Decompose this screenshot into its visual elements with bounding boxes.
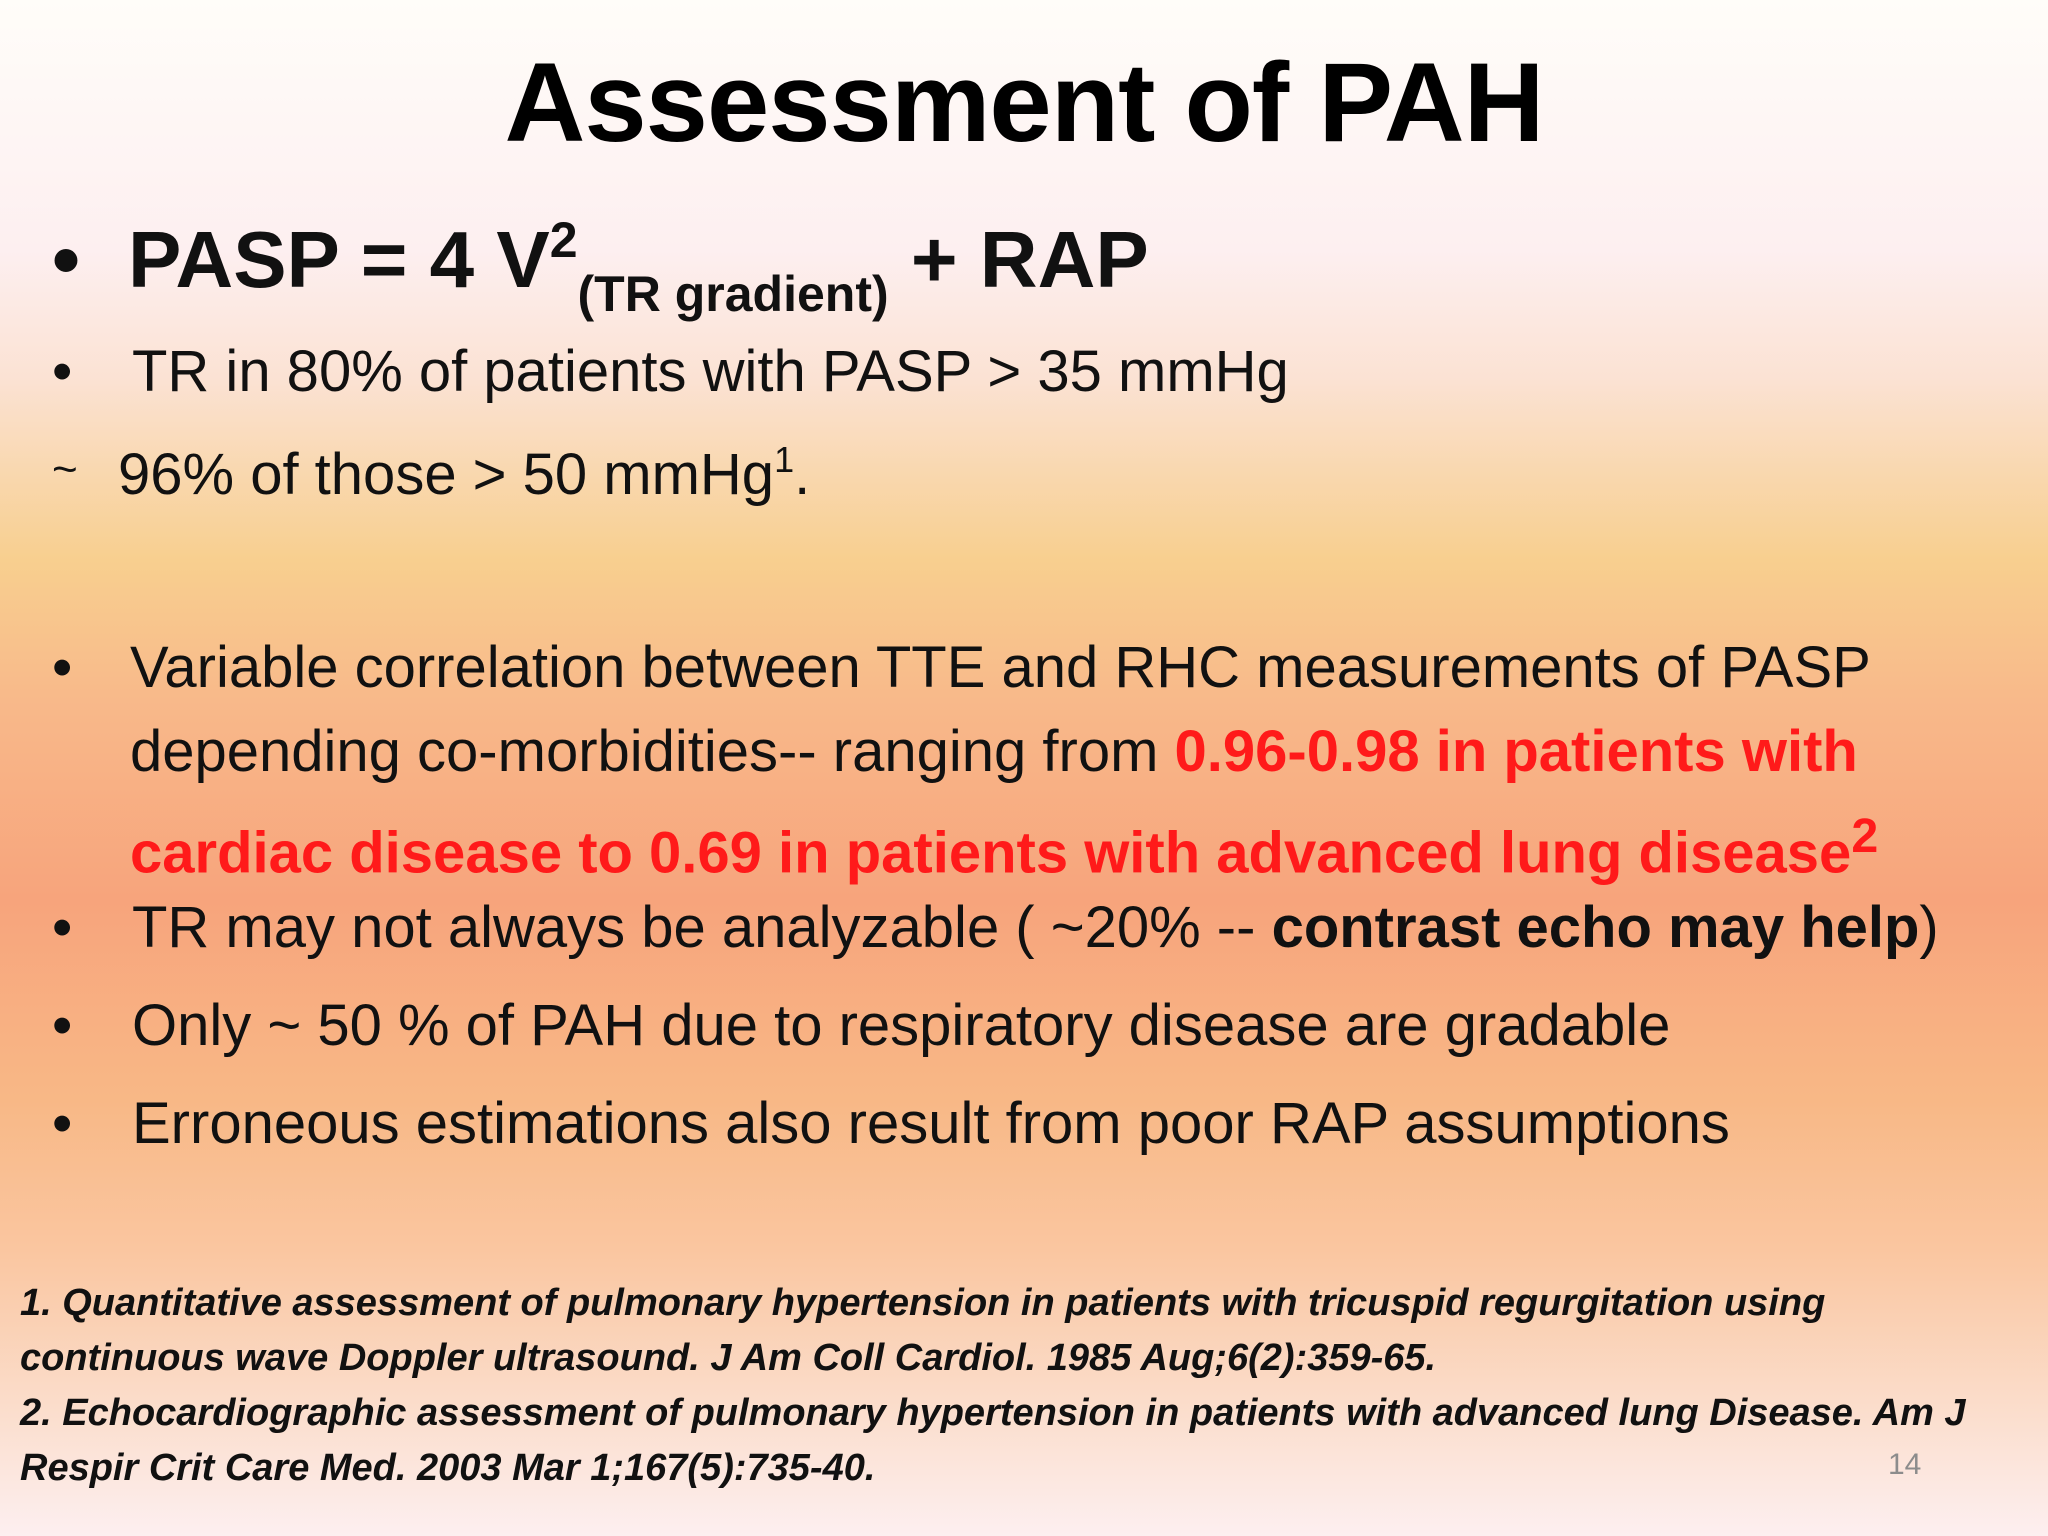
bullet-dot: • <box>52 1091 73 1156</box>
bullet-dot: • <box>52 215 81 304</box>
reference-2: 2. Echocardiographic assessment of pulmonary hypertension in patients with advanced lung Disease. Am J Respir Crit Care Med. 2003 Mar 1;167(5):735-40. <box>20 1392 1966 1489</box>
bullet-dot: • <box>52 635 73 700</box>
formula-subscript: (TR gradient) <box>577 266 889 322</box>
erroneous-line-text: Erroneous estimations also result from poor RAP assumptions <box>132 1091 1730 1156</box>
page-number: 14 <box>1888 1448 1922 1481</box>
correlation-bullet-dot-wrap <box>52 626 72 710</box>
slide-title: Assessment of PAH <box>504 40 1544 165</box>
only-bullet <box>52 984 1670 1068</box>
tilde-line-suffix: . <box>794 442 811 507</box>
correlation-highlight: 0.96-0.98 in patients with cardiac disease to 0.69 in patients with advanced lung disease <box>130 719 1858 886</box>
only-line-text: Only ~ 50 % of PAH due to respiratory disease are gradable <box>132 993 1671 1058</box>
bullet-dot: • <box>52 993 73 1058</box>
correlation-bullet <box>130 626 2020 895</box>
tr-line-text: TR in 80% of patients with PASP > 35 mmHg <box>132 339 1289 404</box>
references <box>20 1276 2030 1496</box>
analyzable-end: ) <box>1919 895 1939 960</box>
analyzable-text: TR may not always be analyzable ( ~20% -- <box>132 895 1272 960</box>
tilde-line-superscript: 1 <box>774 439 795 480</box>
bullet-dot: • <box>52 339 73 404</box>
reference-1: 1. Quantitative assessment of pulmonary hypertension in patients with tricuspid regurgitation using continuous wave Doppler ultrasound. J Am Coll Cardiol. 1985 Aug;6(2):359-65. <box>20 1282 1826 1379</box>
bullet-dot: • <box>52 895 73 960</box>
correlation-text: Variable correlation between TTE and RHC measurements of PASP depending co-morbidities-- ranging from <box>130 635 1870 784</box>
analyzable-bullet <box>52 886 1939 970</box>
tr-bullet <box>52 330 1289 414</box>
tilde-line-text: 96% of those > 50 mmHg <box>118 442 775 507</box>
tilde-line <box>52 428 810 517</box>
analyzable-bold: contrast echo may help <box>1271 895 1920 960</box>
formula-bullet <box>52 210 1149 322</box>
tilde-prefix: ~ <box>52 445 78 494</box>
formula-rhs: + RAP <box>888 215 1149 304</box>
formula-superscript: 2 <box>549 212 578 268</box>
formula-lhs: PASP = 4 V <box>128 215 550 304</box>
erroneous-bullet <box>52 1082 1730 1166</box>
correlation-superscript: 2 <box>1851 809 1879 863</box>
